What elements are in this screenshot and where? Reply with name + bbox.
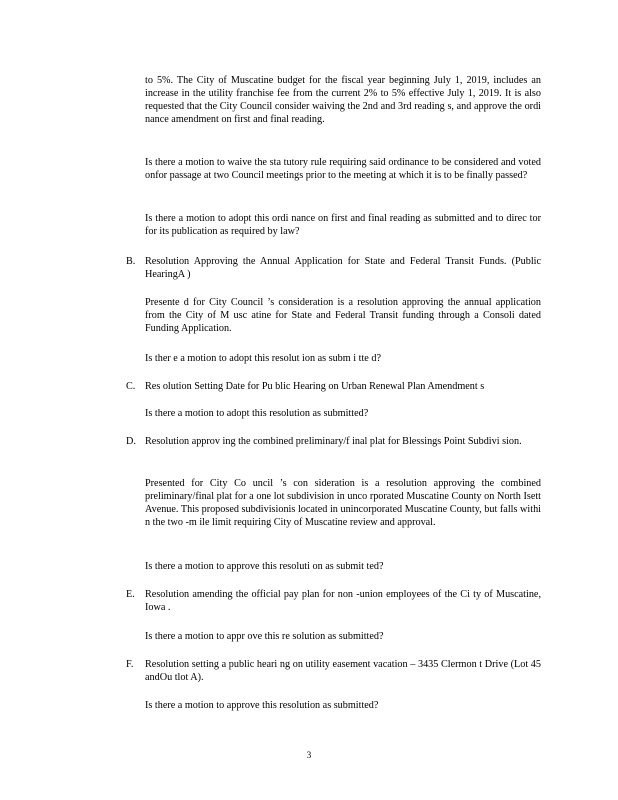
- item-e-title: Resolution amending the official pay plan for non -union employees of the Ci ty of Muscatine, Iowa .: [145, 589, 541, 613]
- item-d-body: Presented for City Co uncil ’s con sideration is a resolution approving the combined preliminary/final plat for a one lot subdivision in unco rporated Muscatine County on North Isett Avenue. This proposed subdivisionis located in unincorporated Muscatine County, but falls withi n the two -m ile limit requiring City of Muscatine review and approval.: [145, 478, 541, 528]
- item-f-title: Resolution setting a public heari ng on utility easement vacation – 3435 Clermon t Drive (Lot 45 andOu tlot A).: [145, 659, 541, 683]
- item-f-motion: Is there a motion to approve this resolution as submitted?: [145, 700, 379, 711]
- item-b-title: Resolution Approving the Annual Application for State and Federal Transit Funds. (Public HearingA ): [145, 256, 541, 280]
- adopt-ordinance-motion: Is there a motion to adopt this ordi nance on first and final reading as submitted and to direc tor for its publication as required by law?: [145, 213, 541, 237]
- item-c-title: Res olution Setting Date for Pu blic Hearing on Urban Renewal Plan Amendment s: [145, 381, 485, 392]
- item-b-body: Presente d for City Council ’s consideration is a resolution approving the annual application from the City of M usc atine for State and Federal Transit funding through a Consoli dated Funding Application.: [145, 297, 541, 334]
- item-d-title: Resolution approv ing the combined preliminary/f inal plat for Blessings Point Subdivi sion.: [145, 436, 522, 447]
- item-e-motion: Is there a motion to appr ove this re solution as submitted?: [145, 631, 384, 642]
- item-c-motion: Is there a motion to adopt this resolution as submitted?: [145, 408, 369, 419]
- item-d-motion: Is there a motion to approve this resoluti on as submit ted?: [145, 561, 384, 572]
- waive-rule-motion: Is there a motion to waive the sta tutory rule requiring said ordinance to be considered and voted onfor passage at two Council meetings prior to the meeting at which it is to be finally passed?: [145, 157, 541, 181]
- item-e-label: E.: [126, 589, 135, 600]
- item-b-label: B.: [126, 256, 136, 267]
- item-c-label: C.: [126, 381, 136, 392]
- intro-paragraph: to 5%. The City of Muscatine budget for the fiscal year beginning July 1, 2019, includes an increase in the utility franchise fee from the current 2% to 5% effective July 1, 2019. It is also requested that the City Council consider waiving the 2nd and 3rd reading s, and approve the ordi nance amendment on first and final reading.: [145, 75, 541, 125]
- item-f-label: F.: [126, 659, 134, 670]
- item-b-motion: Is ther e a motion to adopt this resolut ion as subm i tte d?: [145, 353, 381, 364]
- page-number: 3: [306, 750, 312, 760]
- item-d-label: D.: [126, 436, 136, 447]
